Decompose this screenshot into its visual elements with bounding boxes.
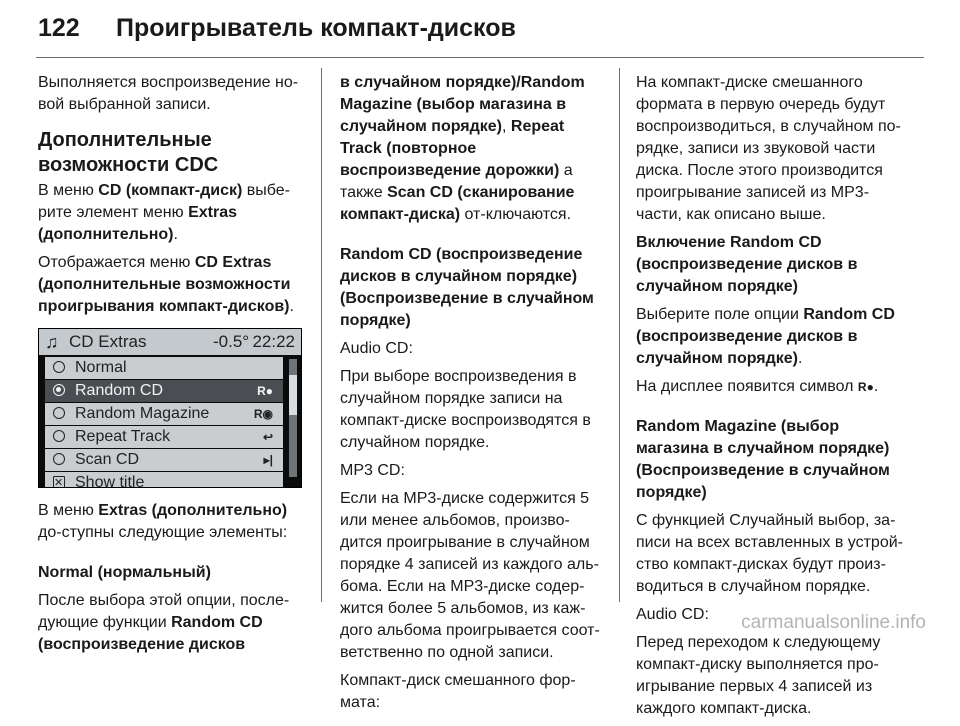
scrollbar-thumb[interactable] xyxy=(289,375,297,415)
menu-item-label: Random CD xyxy=(75,382,164,399)
column-1 xyxy=(38,72,304,662)
paragraph: Выполняется воспроизведение но-вой выбранной записи. xyxy=(38,74,299,113)
paragraph: Перед переходом к следующему компакт-диску выполняется про-игрывание первых 4 записей из каждого компакт-диска. xyxy=(636,634,881,717)
paragraph: Если на MP3-диске содержится 5 или менее альбомов, произво-дится проигрывание в случайном порядке 4 записей из каждого аль-бома. Если на MP3-диске содер-жится более 5 альбомов, из каж-дого альбома проигрывается соот-ветственно по одной записи. xyxy=(340,490,600,661)
menu-item-label: Show title xyxy=(75,474,145,488)
screen-title-bar xyxy=(39,329,301,355)
subheading: Включение Random CD (воспроизведение дисков в случайном порядке) xyxy=(636,234,858,295)
page-title: Проигрыватель компакт-дисков xyxy=(116,14,516,42)
paragraph: При выборе воспроизведения в случайном порядке записи на компакт-диске воспроизводятся в случайном порядке. xyxy=(340,368,591,451)
radio-icon[interactable] xyxy=(53,384,65,396)
menu-item-label: Normal xyxy=(75,359,127,376)
radio-icon[interactable] xyxy=(53,453,65,465)
page-header xyxy=(38,14,516,43)
paragraph: С функцией Случайный выбор, за-писи на всех вставленных в устрой-ство компакт-дисках будут произ-водиться в случайном порядке. xyxy=(636,512,903,595)
watermark: carmanualsonline.info xyxy=(741,612,926,633)
subheading: Normal (нормальный) xyxy=(38,564,211,581)
paragraph: Audio CD: xyxy=(340,340,413,357)
subheading: Random CD (воспроизведение дисков в случайном порядке) (Воспроизведение в случайном порядке) xyxy=(340,246,594,329)
radio-icon[interactable] xyxy=(53,361,65,373)
menu-item[interactable] xyxy=(45,380,283,402)
mode-icon: ↩ xyxy=(262,430,273,444)
cd-extras-screen xyxy=(38,328,302,488)
menu-item[interactable] xyxy=(45,357,283,379)
section-title: Дополнительные возможности CDC xyxy=(38,129,219,176)
page-number: 122 xyxy=(38,14,80,42)
menu-item[interactable] xyxy=(45,426,283,448)
mode-icon: R◉ xyxy=(253,407,273,421)
header-rule xyxy=(36,57,924,58)
menu-item-label: Scan CD xyxy=(75,451,140,468)
paragraph: В меню Extras (дополнительно) до-ступны следующие элементы: xyxy=(38,502,288,541)
radio-icon[interactable] xyxy=(53,407,65,419)
column-divider-1 xyxy=(321,68,322,602)
paragraph: В меню CD (компакт-диск) выбе-рите элемент меню Extras (дополнительно). xyxy=(38,182,290,243)
paragraph: Выберите поле опции Random CD (воспроизведение дисков в случайном порядке). xyxy=(636,306,895,367)
radio-icon[interactable] xyxy=(53,430,65,442)
clock: 22:22 xyxy=(252,332,295,351)
paragraph: На компакт-диске смешанного формата в первую очередь будут воспроизводиться, в случайном по-рядке, записи из звуковой части диска. После этого производится проигрывание записей из MP3-части, как описано выше. xyxy=(636,74,901,223)
random-cd-symbol-icon: R● xyxy=(857,380,874,394)
paragraph: в случайном порядке)/Random Magazine (выбор магазина в случайном порядке), Repeat Track (повторное воспроизведение дорожки) а также Scan CD (сканирование компакт-диска) от-ключаются. xyxy=(340,74,585,223)
menu-item-label: Random Magazine xyxy=(75,405,210,422)
paragraph: На дисплее появится символ R●. xyxy=(636,378,879,395)
menu-list xyxy=(45,357,283,488)
paragraph: Отображается меню CD Extras (дополнительные возможности проигрывания компакт-дисков). xyxy=(38,254,294,315)
paragraph: Компакт-диск смешанного фор-мата: xyxy=(340,672,576,711)
mode-icon: ▸| xyxy=(263,453,273,467)
menu-item[interactable] xyxy=(45,403,283,425)
screen-title: CD Extras xyxy=(69,332,147,351)
checkbox-icon[interactable] xyxy=(53,476,65,488)
menu-item[interactable] xyxy=(45,472,283,488)
menu-item[interactable] xyxy=(45,449,283,471)
mode-icon: R● xyxy=(257,384,273,398)
paragraph: Audio CD: xyxy=(636,606,709,623)
paragraph: После выбора этой опции, после-дующие функции Random CD (воспроизведение дисков xyxy=(38,592,290,653)
temperature: -0.5° xyxy=(213,332,250,351)
subheading: Random Magazine (выбор магазина в случайном порядке) (Воспроизведение в случайном порядке) xyxy=(636,418,890,501)
paragraph: MP3 CD: xyxy=(340,462,405,479)
column-2 xyxy=(340,72,606,720)
scrollbar[interactable] xyxy=(289,359,297,477)
music-note-icon: ♫ xyxy=(45,332,59,352)
menu-item-label: Repeat Track xyxy=(75,428,171,445)
column-divider-2 xyxy=(619,68,620,602)
